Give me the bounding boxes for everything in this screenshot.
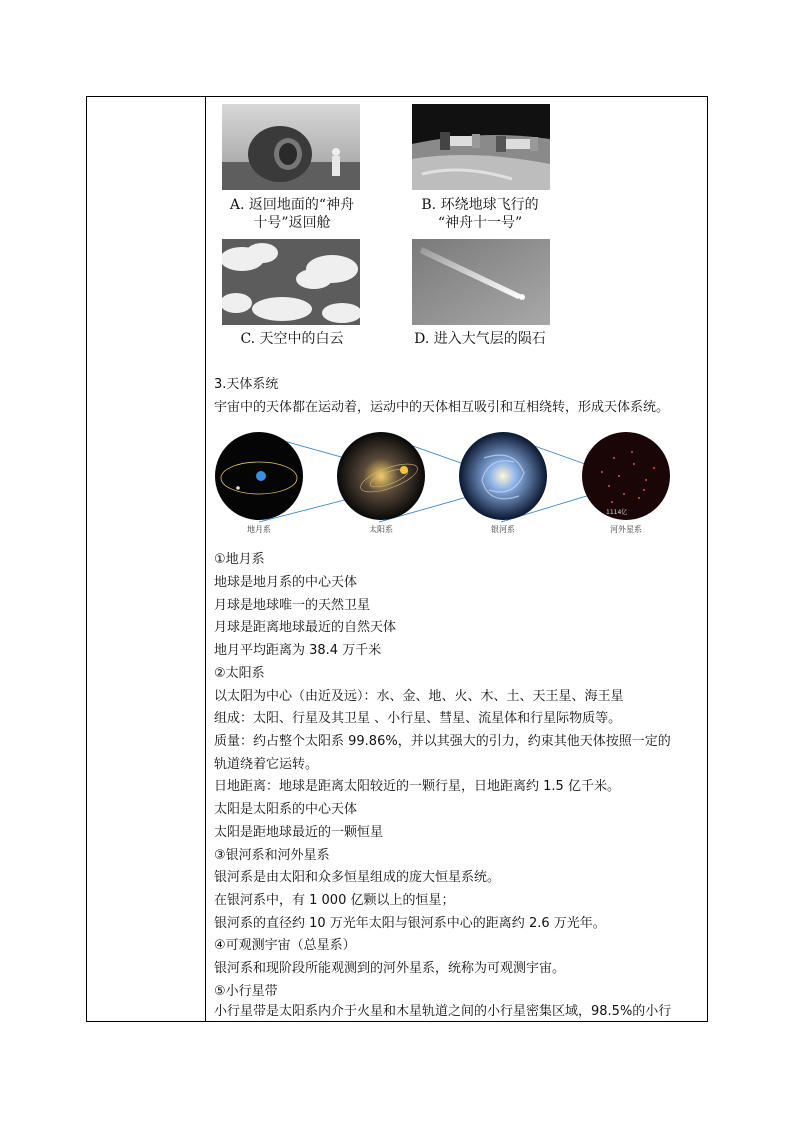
heading-asteroid-belt: ⑤小行星带	[214, 984, 278, 999]
photo-clouds	[222, 239, 360, 325]
label-milky-way: 银河系	[491, 525, 515, 534]
heading-solar-system: ②太阳系	[214, 666, 265, 681]
text-line: 质量：约占整个太阳系 99.86%，并以其强大的引力，约束其他天体按照一定的	[214, 734, 671, 749]
section-title: 3.天体系统	[214, 377, 279, 392]
text-line: 地月平均距离为 38.4 万千米	[214, 643, 382, 658]
text-line: 银河系是由太阳和众多恒星组成的庞大恒星系统。	[214, 870, 501, 885]
heading-galaxies: ③银河系和河外星系	[214, 848, 330, 863]
observable-universe-circle	[582, 432, 670, 520]
photo-return-capsule	[222, 104, 360, 190]
column-divider	[205, 96, 206, 1022]
text-line: 组成：太阳、行星及其卫星 、小行星、彗星、流星体和行星际物质等。	[214, 711, 622, 726]
solar-system-circle	[337, 432, 425, 520]
svg-text:1114亿: 1114亿	[606, 509, 628, 516]
text-line: 银河系的直径约 10 万光年太阳与银河系中心的距离约 2.6 万光年。	[214, 916, 606, 931]
text-line: 太阳是距地球最近的一颗恒星	[214, 825, 384, 840]
section-intro: 宇宙中的天体都在运动着，运动中的天体相互吸引和互相绕转，形成天体系统。	[214, 400, 670, 415]
galaxy-circle	[459, 432, 547, 520]
heading-observable-universe: ④可观测宇宙（总星系）	[214, 938, 356, 953]
label-observable-universe: 河外星系	[610, 525, 642, 534]
photo-meteor	[412, 239, 550, 325]
caption-b: B. 环绕地球飞行的 “神舟十一号”	[421, 197, 539, 231]
caption-c: C. 天空中的白云	[240, 331, 344, 347]
photo-spacecraft	[412, 104, 550, 190]
caption-a: A. 返回地面的“神舟 十号”返回舱	[229, 197, 355, 231]
label-earth-moon: 地月系	[247, 525, 271, 534]
text-line: 轨道绕着它运转。	[214, 757, 319, 772]
caption-d: D. 进入大气层的陨石	[414, 331, 546, 347]
text-line: 太阳是太阳系的中心天体	[214, 802, 358, 817]
text-line: 日地距离：地球是距离太阳较近的一颗行星，日地距离约 1.5 亿千米。	[214, 779, 620, 794]
text-line: 月球是地球唯一的天然卫星	[214, 598, 371, 613]
text-line: 以太阳为中心（由近及远）：水、金、地、火、木、土、天王星、海王星	[214, 689, 624, 704]
text-line: 地球是地月系的中心天体	[214, 575, 358, 590]
text-line: 小行星带是太阳系内介于火星和木星轨道之间的小行星密集区域，98.5%的小行	[214, 1004, 672, 1019]
celestial-systems-diagram	[214, 428, 684, 543]
text-line: 月球是距离地球最近的自然天体	[214, 620, 397, 635]
text-line: 在银河系中，有 1 000 亿颗以上的恒星；	[214, 893, 455, 908]
label-solar-system: 太阳系	[369, 525, 393, 534]
heading-earth-moon: ①地月系	[214, 552, 265, 567]
text-line: 银河系和现阶段所能观测到的河外星系，统称为可观测宇宙。	[214, 961, 566, 976]
